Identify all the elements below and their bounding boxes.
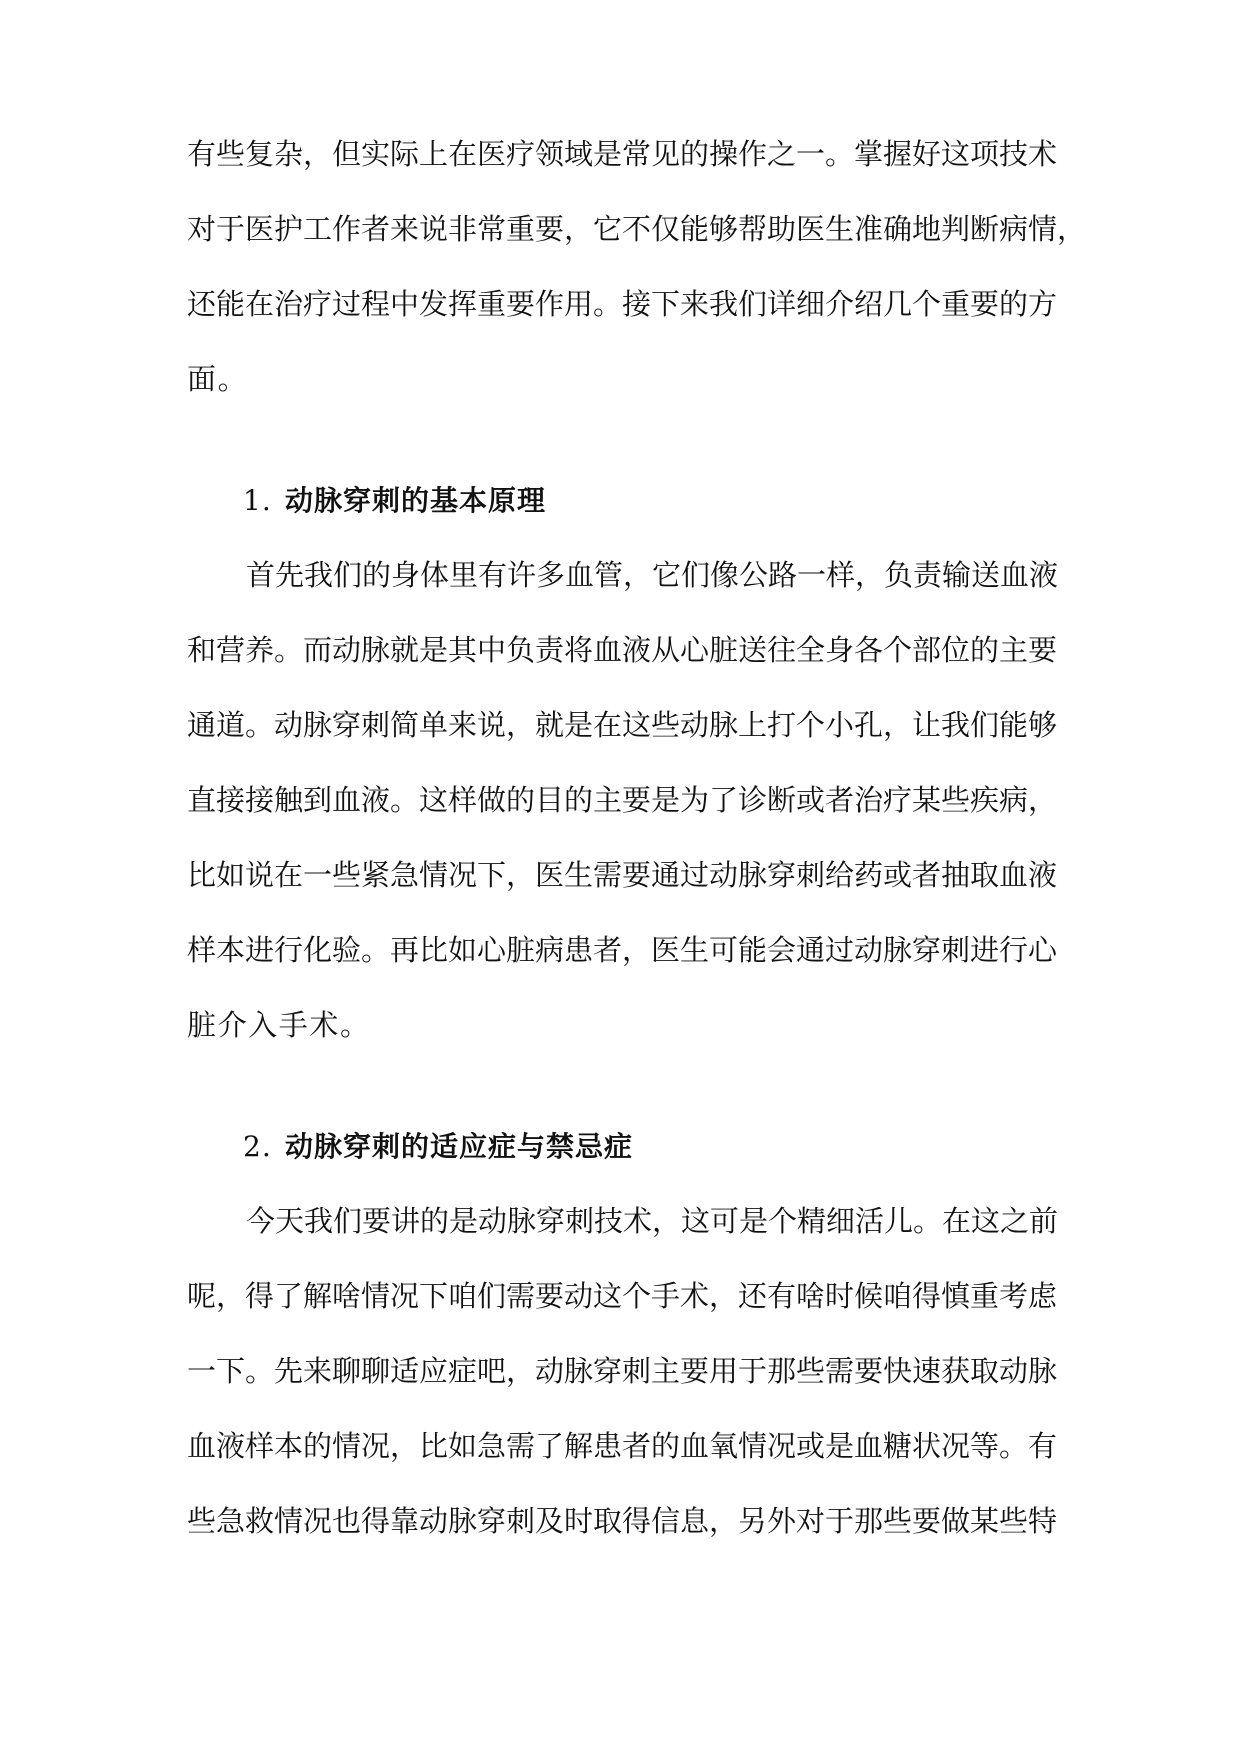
section-1-line-2: 和营养。而动脉就是其中负责将血液从心脏送往全身各个部位的主要 — [187, 633, 1058, 667]
section-2-line-5: 些急救情况也得靠动脉穿刺及时取得信息，另外对于那些要做某些特 — [187, 1504, 1058, 1538]
section-1-line-5: 比如说在一些紧急情况下，医生需要通过动脉穿刺给药或者抽取血液 — [187, 858, 1058, 892]
section-1-line-6: 样本进行化验。再比如心脏病患者，医生可能会通过动脉穿刺进行心 — [187, 933, 1058, 967]
section-2-line-1: 今天我们要讲的是动脉穿刺技术，这可是个精细活儿。在这之前 — [246, 1204, 1059, 1238]
section-2-line-3: 一下。先来聊聊适应症吧，动脉穿刺主要用于那些需要快速获取动脉 — [187, 1354, 1058, 1388]
section-2-line-2: 呢，得了解啥情况下咱们需要动这个手术，还有啥时候咱得慎重考虑 — [187, 1279, 1058, 1313]
section-1-title: 动脉穿刺的基本原理 — [285, 484, 547, 517]
section-1-line-7: 脏介入手术。 — [187, 1008, 371, 1042]
section-2-line-4: 血液样本的情况，比如急需了解患者的血氧情况或是血糖状况等。有 — [187, 1429, 1058, 1463]
section-2-title: 动脉穿刺的适应症与禁忌症 — [285, 1130, 634, 1163]
section-1-heading — [243, 481, 546, 521]
intro-line-1: 有些复杂，但实际上在医疗领域是常见的操作之一。掌握好这项技术 — [187, 137, 1058, 171]
section-1-line-1: 首先我们的身体里有许多血管，它们像公路一样，负责输送血液 — [246, 558, 1059, 592]
intro-line-4: 面。 — [187, 362, 249, 396]
intro-line-2: 对于医护工作者来说非常重要，它不仅能够帮助医生准确地判断病情， — [187, 212, 1087, 246]
section-1-line-3: 通道。动脉穿刺简单来说，就是在这些动脉上打个小孔，让我们能够 — [187, 708, 1058, 742]
intro-line-3: 还能在治疗过程中发挥重要作用。接下来我们详细介绍几个重要的方 — [187, 287, 1058, 321]
section-2-heading — [243, 1127, 633, 1167]
section-2-number: 2. — [243, 1130, 272, 1163]
section-1-number: 1. — [243, 484, 272, 517]
section-1-line-4: 直接接触到血液。这样做的目的主要是为了诊断或者治疗某些疾病， — [187, 783, 1058, 817]
